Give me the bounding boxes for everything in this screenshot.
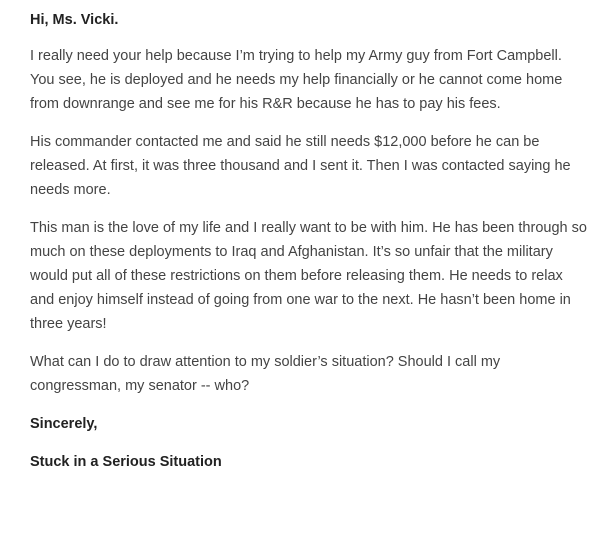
letter-paragraph: This man is the love of my life and I really want to be with him. He has been through so much on these deployments to Iraq and Afghanistan. It’s so unfair that the military would put all of these restrictions on them before releasing them. He needs to relax and enjoy himself instead of going from one war to the next. He hasn’t been home in three years!: [30, 220, 587, 332]
letter-body: [30, 8, 590, 474]
letter-closing: Sincerely,: [30, 416, 98, 432]
letter-paragraph: What can I do to draw attention to my soldier’s situation? Should I call my congressman, my senator -- who?: [30, 354, 501, 394]
letter-paragraph: I really need your help because I’m trying to help my Army guy from Fort Campbell. You see, he is deployed and he needs my help financially or he cannot come home from downrange and see me for his R&R because he has to pay his fees.: [30, 48, 563, 112]
letter-signature: Stuck in a Serious Situation: [30, 454, 222, 470]
letter-greeting: Hi, Ms. Vicki.: [30, 12, 119, 28]
letter-paragraph: His commander contacted me and said he still needs $12,000 before he can be released. At first, it was three thousand and I sent it. Then I was contacted saying he needs more.: [30, 134, 571, 198]
